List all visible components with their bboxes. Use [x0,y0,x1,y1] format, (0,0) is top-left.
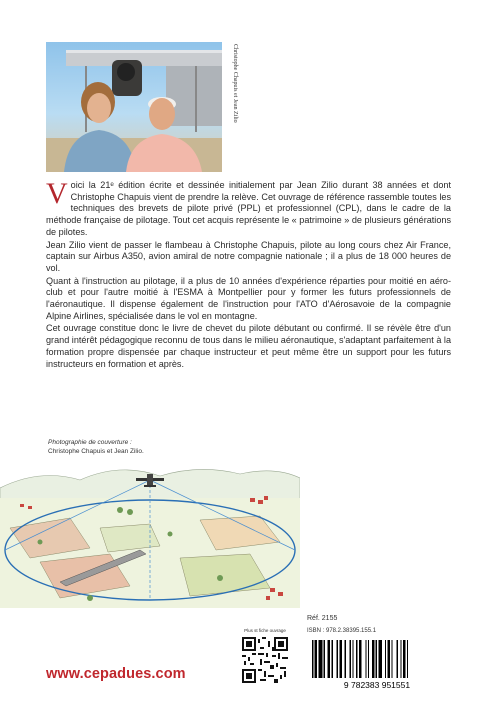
qr-code[interactable] [242,637,288,683]
circuit-illustration [0,458,300,618]
paragraph-conclusion: Cet ouvrage constitue donc le livre de chevet du pilote débutant ou confirmé. Il se révèle être d'un grand intérêt pédagogique reconnu de tous dans le milieu aéronautique, s'adaptant parfaitement à la formation propre dispensée par chaque instructeur et peut même être un support pour les futurs instructeurs en formation et après. [46,323,451,369]
publisher-website[interactable]: www.cepadues.com [46,666,186,682]
cover-photo [46,42,222,172]
cover-caption-line2: Christophe Chapuis et Jean Zilio. [48,448,144,455]
paragraph-intro-text: oici la 21ᵉ édition écrite et dessinée initialement par Jean Zilio durant 38 années et dont Christophe Chapuis vient de prendre la relève. Cet ouvrage de référence rassemble toutes les techniques des brevets de pilote privé (PPL) et professionnel (CPL), dans le cadre de la méthode française de pilotage. Tout cet acquis représente le « patrimoine » de plusieurs générations de pilotes. [46,180,451,237]
photo-credit: Christophe Chapuis et Jean Zilio [232,44,238,123]
drop-cap: V [46,177,68,210]
isbn-barcode [302,638,452,690]
cover-caption [48,438,288,456]
paragraph-intro [46,177,451,239]
paragraph-instruction: Quant à l'instruction au pilotage, il a plus de 10 années d'expérience réparties pour moitié en aéro-club et pour l'autre moitié à l'ESMA à Montpellier pour y former les futurs professionnels de l'aéronautique. Il dispense également de l'instruction pour l'ATO d'Aérosavoie de la compagnie Alpine Airlines, spécialisée dans le vol en montagne. [46,275,451,321]
isbn: ISBN : 978.2.38395.155.1 [307,628,377,634]
reference-number: Réf. 2155 [307,615,338,622]
paragraph-author: Jean Zilio vient de passer le flambeau à Christophe Chapuis, pilote au long cours chez Air France, captain sur Airbus A350, avion amiral de notre compagnie nationale ; il a plus de 18 000 heures de vol. [46,239,451,273]
cover-caption-line1: Photographie de couverture : [48,439,132,446]
barcode-digits: 9 782383 951551 [343,680,411,690]
back-cover-text [46,177,451,371]
qr-label: Plus st fiche ouvrage [244,628,286,633]
